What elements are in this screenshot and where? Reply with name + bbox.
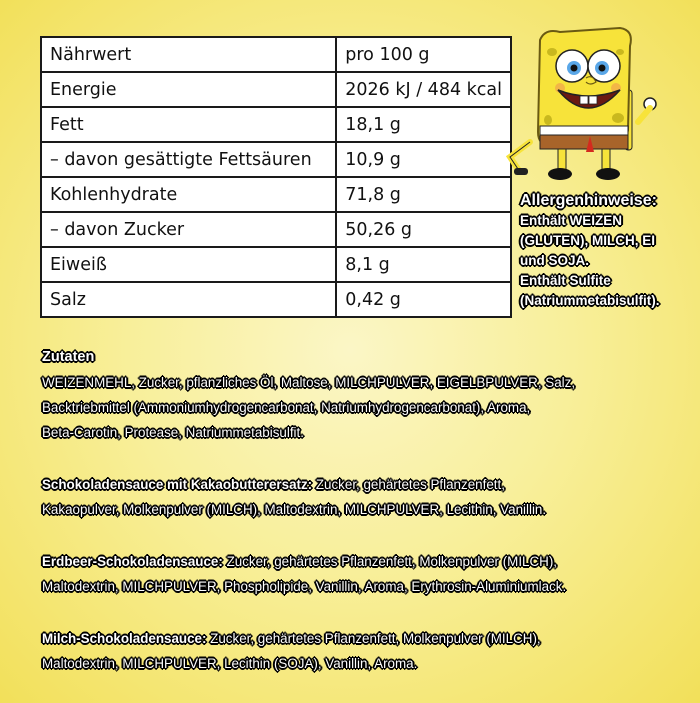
ingredient-line: Backtriebmittel (Ammoniumhydrogencarbonat, Natriumhydrogencarbonat), Aroma, — [42, 400, 531, 415]
ingredient-line: Beta-Carotin, Protease, Natriummetabisulfit. — [42, 425, 304, 440]
sauce-title: Erdbeer-Schokoladensauce: — [42, 554, 223, 569]
table-row — [41, 212, 511, 247]
nutrient-value: 2026 kJ / 484 kcal — [336, 72, 511, 107]
table-row — [41, 107, 511, 142]
nutrient-value: 18,1 g — [336, 107, 511, 142]
table-row — [41, 72, 511, 107]
nutrient-label: Energie — [41, 72, 336, 107]
nutrient-value: 71,8 g — [336, 177, 511, 212]
allergen-notice — [520, 191, 698, 311]
ingredient-line — [42, 472, 682, 497]
sauce-text: Zucker, gehärtetes Pflanzenfett, Molkenpulver (MILCH), — [206, 631, 541, 646]
ingredient-line — [42, 626, 682, 651]
ingredient-line — [42, 549, 682, 574]
ingredient-line: WEIZENMEHL, Zucker, pflanzliches Öl, Maltose, MILCHPULVER, EIGELBPULVER, Salz, — [42, 375, 576, 390]
nutrient-value: 0,42 g — [336, 282, 511, 317]
nutrient-value: pro 100 g — [336, 37, 511, 72]
sauce-title: Milch-Schokoladensauce: — [42, 631, 207, 646]
ingredients-milk-sauce — [42, 626, 682, 676]
nutrient-label: Eiweiß — [41, 247, 336, 282]
ingredient-line: Maltodextrin, MILCHPULVER, Phospholipide, Vanillin, Aroma, Erythrosin-Aluminiumlack. — [42, 579, 567, 594]
table-row — [41, 177, 511, 212]
ingredients-chocolate-sauce — [42, 472, 682, 522]
sauce-text: Zucker, gehärtetes Pflanzenfett, Molkenpulver (MILCH), — [222, 554, 558, 569]
ingredient-line: Maltodextrin, MILCHPULVER, Lecithin (SOJA), Vanillin, Aroma. — [42, 656, 418, 671]
sauce-title: Schokoladensauce mit Kakaobutterersatz: — [42, 477, 313, 492]
ingredients-main — [42, 370, 682, 445]
allergen-heading: Allergenhinweise: — [520, 192, 657, 209]
ingredients-strawberry-sauce — [42, 549, 682, 599]
ingredients-heading: Zutaten — [42, 349, 95, 365]
nutrient-label: Fett — [41, 107, 336, 142]
table-row — [41, 247, 511, 282]
nutrient-label: Nährwert — [41, 37, 336, 72]
ingredients-section — [42, 345, 682, 703]
table-row — [41, 282, 511, 317]
nutrition-table — [40, 36, 512, 318]
nutrient-label: – davon Zucker — [41, 212, 336, 247]
nutrient-value: 50,26 g — [336, 212, 511, 247]
sponge-mascot-illustration — [500, 22, 690, 192]
allergen-line: (GLUTEN), MILCH, EI — [520, 233, 655, 248]
nutrient-value: 10,9 g — [336, 142, 511, 177]
allergen-line: Enthält WEIZEN — [520, 213, 622, 228]
allergen-line: und SOJA. — [520, 253, 590, 268]
table-row — [41, 37, 511, 72]
nutrient-label: Kohlenhydrate — [41, 177, 336, 212]
allergen-line: Enthält Sulfite — [520, 273, 611, 288]
allergen-line: (Natriummetabisulfit). — [520, 293, 660, 308]
nutrient-label: Salz — [41, 282, 336, 317]
nutrient-value: 8,1 g — [336, 247, 511, 282]
nutrient-label: – davon gesättigte Fettsäuren — [41, 142, 336, 177]
table-row — [41, 142, 511, 177]
ingredient-line: Kakaopulver, Molkenpulver (MILCH), Maltodextrin, MILCHPULVER, Lecithin, Vanillin. — [42, 502, 547, 517]
sauce-text: Zucker, gehärtetes Pflanzenfett, — [312, 477, 505, 492]
